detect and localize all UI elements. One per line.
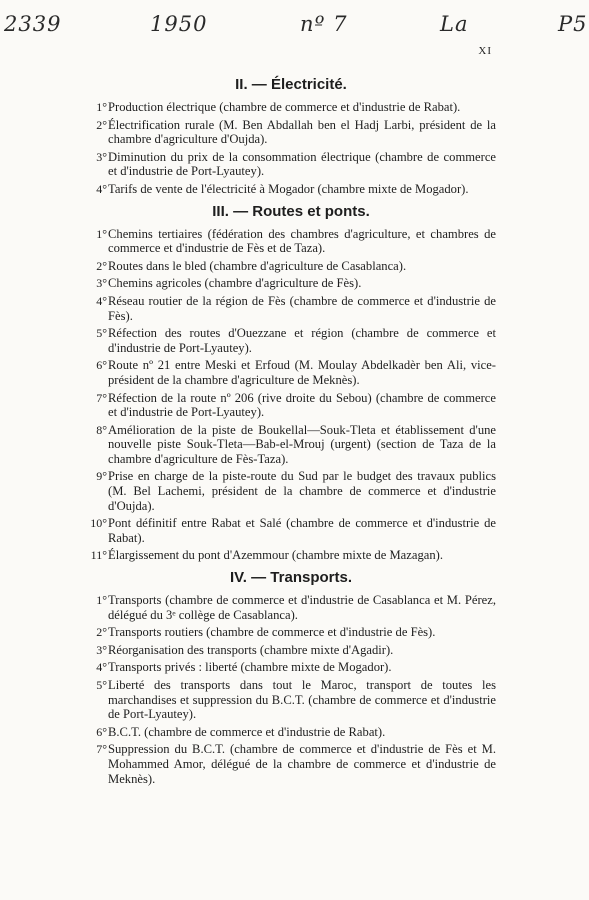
list-item xyxy=(86,643,496,658)
item-number: 2° xyxy=(96,117,107,132)
item-text: Routes dans le bled (chambre d'agriculture de Casablanca). xyxy=(108,258,407,273)
list-item xyxy=(86,391,496,420)
handwritten-year: 1950 xyxy=(150,12,208,36)
list-item xyxy=(86,469,496,513)
list-item xyxy=(86,516,496,545)
item-text: Électrification rurale (M. Ben Abdallah ben el Hadj Larbi, président de la chambre d'agriculture d'Oujda). xyxy=(108,117,496,147)
list-item xyxy=(86,625,496,640)
item-text: Suppression du B.C.T. (chambre de commerce et d'industrie de Fès et M. Mohammed Amor, délégué de la chambre de commerce et d'industrie de Meknès). xyxy=(108,742,496,786)
list-item xyxy=(86,276,496,291)
item-text: Route nº 21 entre Meski et Erfoud (M. Moulay Abdelkadèr ben Ali, vice-président de la chambre d'agriculture de Meknès). xyxy=(108,358,496,387)
list-item xyxy=(86,660,496,675)
list-item xyxy=(86,118,496,147)
section-heading: III. — Routes et ponts. xyxy=(212,202,370,220)
list-item xyxy=(86,259,496,274)
item-number: 2° xyxy=(96,625,107,640)
list-item xyxy=(86,423,496,467)
item-number: 3° xyxy=(96,149,107,164)
item-text: Transports privés : liberté (chambre mixte de Mogador). xyxy=(108,660,392,675)
item-text: Réfection des routes d'Ouezzane et région (chambre de commerce et d'industrie de Port-Lyautey). xyxy=(108,326,496,355)
item-number: 7° xyxy=(96,390,107,405)
handwritten-note: La xyxy=(440,12,469,36)
item-text: Liberté des transports dans tout le Maroc, transport de toutes les marchandises et suppression du B.C.T. (chambre de commerce et d'industrie de Port-Lyautey). xyxy=(108,678,496,722)
list-item xyxy=(86,100,496,115)
item-text: Transports (chambre de commerce et d'industrie de Casablanca et M. Pérez, délégué du 3ᵉ collège de Casablanca). xyxy=(108,593,496,622)
item-text: Tarifs de vente de l'électricité à Mogador (chambre mixte de Mogador). xyxy=(108,181,469,196)
list-item xyxy=(86,742,496,786)
item-number: 4° xyxy=(96,660,107,675)
item-number: 5° xyxy=(96,678,107,692)
item-number: 5° xyxy=(96,326,107,341)
item-text: Transports routiers (chambre de commerce et d'industrie de Fès). xyxy=(108,625,436,640)
item-text: Réorganisation des transports (chambre mixte d'Agadir). xyxy=(108,642,394,657)
handwritten-reference: 2339 xyxy=(4,12,62,36)
item-number: 6° xyxy=(96,358,107,373)
item-number: 10° xyxy=(90,516,107,531)
item-number: 4° xyxy=(96,181,107,196)
item-text: Amélioration de la piste de Boukellal—Souk-Tleta et établissement d'une nouvelle piste Souk-Tleta—Bab-el-Mrouj (urgent) (section de Taza de la chambre d'agriculture de Fès-Taza). xyxy=(108,422,496,466)
item-number: 1° xyxy=(96,100,107,114)
list-item xyxy=(86,182,496,197)
handwritten-number: nº 7 xyxy=(300,12,348,36)
item-number: 9° xyxy=(96,469,107,484)
item-text: Prise en charge de la piste-route du Sud par le budget des travaux publics (M. Bel Lachemi, président de la chambre de commerce et d'industrie d'Oujda). xyxy=(108,469,496,513)
item-number: 6° xyxy=(96,724,107,739)
item-text: Élargissement du pont d'Azemmour (chambre mixte de Mazagan). xyxy=(108,548,443,563)
item-number: 3° xyxy=(96,276,107,291)
list-item xyxy=(86,548,496,563)
item-number: 11° xyxy=(90,548,107,563)
list-item xyxy=(86,294,496,323)
item-text: Diminution du prix de la consommation électrique (chambre de commerce et d'industrie de Port-Lyautey). xyxy=(108,149,496,179)
item-number: 7° xyxy=(96,742,107,757)
item-number: 4° xyxy=(96,293,107,308)
list-item xyxy=(86,678,496,722)
item-text: Réfection de la route nº 206 (rive droite du Sebou) (chambre de commerce et d'industrie de Port-Lyautey). xyxy=(108,390,496,420)
list-item xyxy=(86,593,496,622)
list-item xyxy=(86,725,496,740)
item-number: 1° xyxy=(96,226,107,241)
item-text: Pont définitif entre Rabat et Salé (chambre de commerce et d'industrie de Rabat). xyxy=(108,516,496,545)
item-text: B.C.T. (chambre de commerce et d'industrie de Rabat). xyxy=(108,724,386,739)
handwritten-mark: P5 xyxy=(558,12,588,36)
item-text: Chemins tertiaires (fédération des chambres d'agriculture, et chambres de commerce et d'industrie de Fès et de Taza). xyxy=(108,226,496,256)
item-text: Production électrique (chambre de commerce et d'industrie de Rabat). xyxy=(108,100,461,114)
item-text: Chemins agricoles (chambre d'agriculture de Fès). xyxy=(108,276,362,291)
page-number: XI xyxy=(478,45,492,57)
list-item xyxy=(86,150,496,179)
item-text: Réseau routier de la région de Fès (chambre de commerce et d'industrie de Fès). xyxy=(108,293,496,323)
list-item xyxy=(86,326,496,355)
item-number: 2° xyxy=(96,258,107,273)
item-number: 1° xyxy=(96,593,107,608)
document-body xyxy=(86,70,496,789)
section-heading: II. — Électricité. xyxy=(235,76,347,93)
item-number: 3° xyxy=(96,642,107,657)
list-item xyxy=(86,358,496,387)
section-heading: IV. — Transports. xyxy=(230,569,352,587)
list-item xyxy=(86,227,496,256)
item-number: 8° xyxy=(96,422,107,437)
